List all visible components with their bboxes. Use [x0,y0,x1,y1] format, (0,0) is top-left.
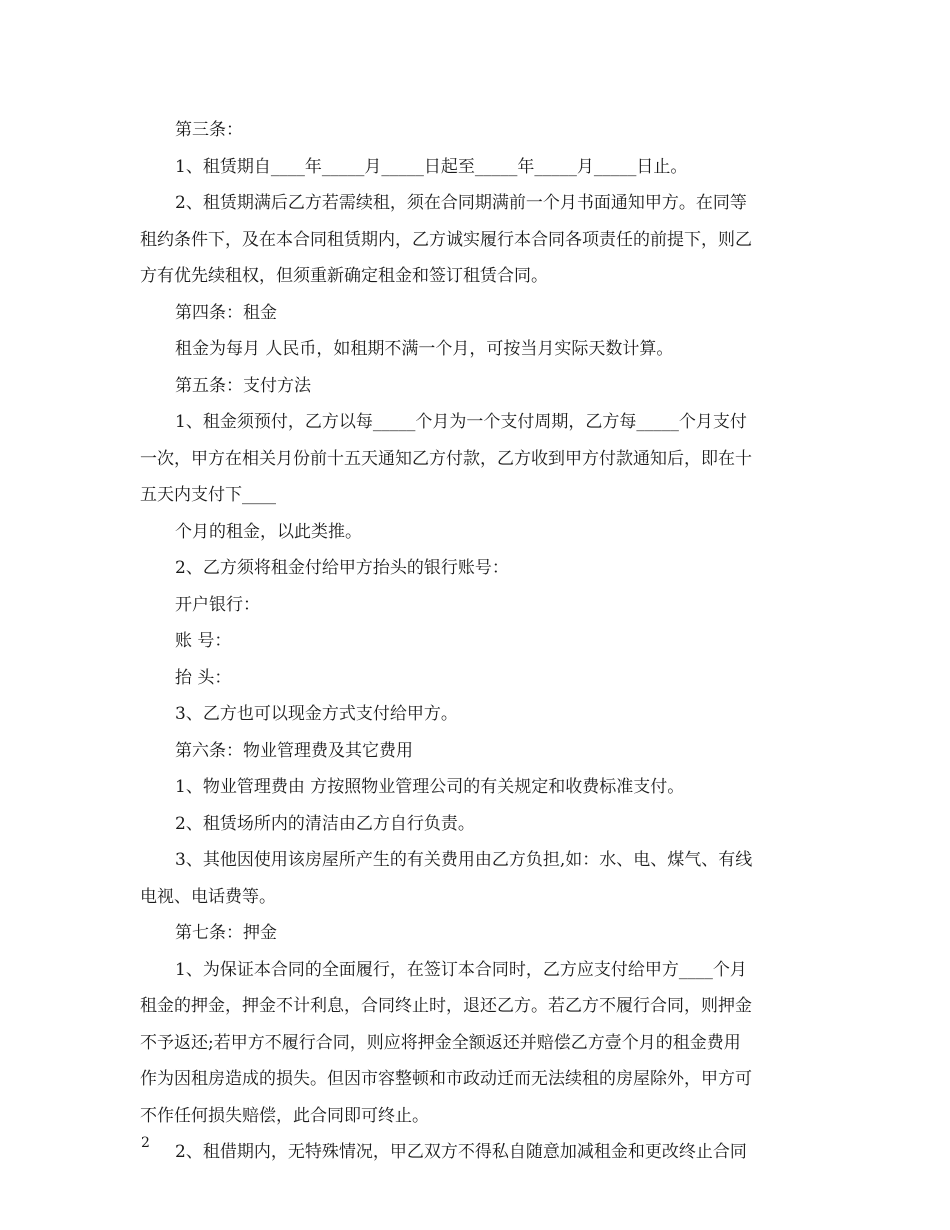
text-line: 1、为保证本合同的全面履行，在签订本合同时，乙方应支付给甲方____个月 [175,959,747,980]
text-line: 方有优先续租权，但须重新确定租金和签订租赁合同。 [140,266,548,286]
text-line: 第四条：租金 [175,302,277,323]
text-line: 不作任何损失赔偿，此合同即可终止。 [140,1105,429,1126]
text-line: 2、租赁期满后乙方若需续租，须在合同期满前一个月书面通知甲方。在同等 [175,193,747,213]
text-line: 租金为每月 人民币，如租期不满一个月，可按当月实际天数计算。 [175,339,674,359]
text-line: 租约条件下，及在本合同租赁期内，乙方诚实履行本合同各项责任的前提下，则乙 [140,229,752,250]
text-line: 1、物业管理费由 方按照物业管理公司的有关规定和收费标准支付。 [175,777,685,797]
text-line: 不予返还;若甲方不履行合同，则应将押金全额返还并赔偿乙方壹个月的租金费用 [140,1032,741,1053]
text-line: 1、租金须预付，乙方以每_____个月为一个支付周期，乙方每_____个月支付 [175,412,747,432]
text-line: 2、乙方须将租金付给甲方抬头的银行账号： [175,558,509,578]
text-line: 五天内支付下____ [140,485,276,505]
text-line: 第五条：支付方法 [175,375,311,396]
page-number: 2 [141,1135,150,1151]
text-line: 作为因租房造成的损失。但因市容整顿和市政动迁而无法续租的房屋除外，甲方可 [140,1069,752,1089]
text-line: 抬 头： [175,667,232,688]
text-line: 开户银行： [175,594,260,615]
text-line: 第六条：物业管理费及其它费用 [175,740,413,761]
text-line: 2、租赁场所内的清洁由乙方自行负责。 [175,813,475,834]
text-line: 电视、电话费等。 [140,886,276,907]
text-line: 账 号： [175,631,232,651]
text-line: 租金的押金，押金不计利息，合同终止时，退还乙方。若乙方不履行合同，则押金 [140,996,752,1016]
text-line: 个月的租金，以此类推。 [175,521,362,542]
text-line: 3、其他因使用该房屋所产生的有关费用由乙方负担,如：水、电、煤气、有线 [175,850,753,870]
text-line: 3、乙方也可以现金方式支付给甲方。 [175,704,458,724]
text-line: 一次，甲方在相关月份前十五天通知乙方付款，乙方收到甲方付款通知后，即在十 [140,448,752,469]
text-line: 2、租借期内，无特殊情况，甲乙双方不得私自随意加减租金和更改终止合同 [175,1142,747,1162]
document-body [140,112,820,1171]
text-line: 第三条： [175,120,243,140]
text-line: 第七条：押金 [175,923,277,943]
text-line: 1、租赁期自____年_____月_____日起至_____年_____月_____日止。 [175,156,688,177]
